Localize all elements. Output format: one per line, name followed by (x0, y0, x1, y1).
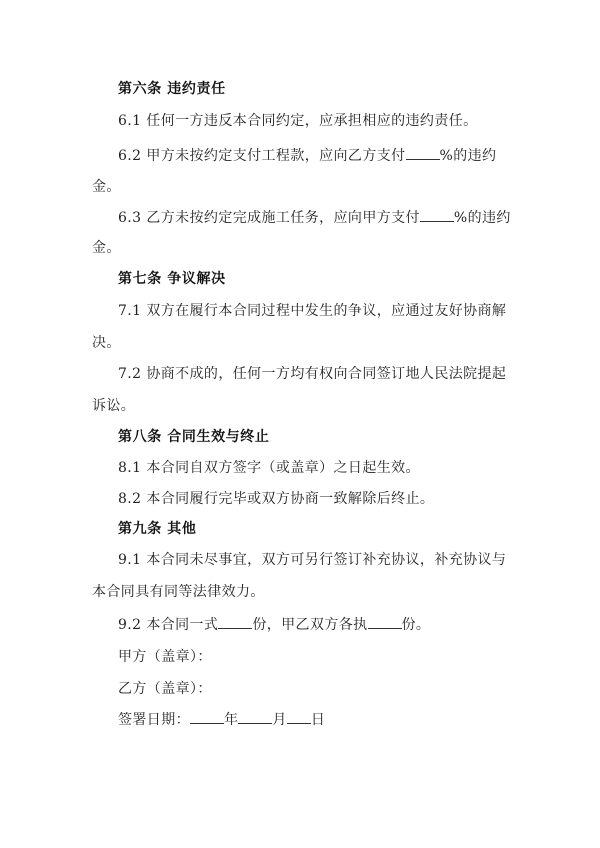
day-label: 日 (310, 712, 326, 728)
clause-6-3-continuation: 金。 (92, 240, 121, 256)
copies-each-blank (368, 615, 402, 629)
clause-8-2: 8.2 本合同履行完毕或双方协商一致解除后终止。 (118, 491, 435, 507)
clause-7-1: 7.1 双方在履行本合同过程中发生的争议，应通过友好协商解 (118, 303, 507, 319)
clause-9-1: 9.1 本合同未尽事宜，双方可另行签订补充协议，补充协议与 (118, 552, 507, 568)
clause-9-2-text: 9.2 本合同一式 (118, 617, 219, 633)
clause-6-3-suffix: %的违约 (453, 210, 511, 226)
clause-6-2 (118, 146, 496, 165)
signing-date-label: 签署日期： (118, 712, 190, 728)
penalty-percent-blank (420, 208, 454, 222)
month-label: 月 (272, 712, 287, 728)
day-blank (287, 710, 311, 724)
year-blank (190, 710, 224, 724)
clause-6-2-suffix: %的违约 (439, 148, 497, 164)
clause-6-2-text: 6.2 甲方未按约定支付工程款，应向乙方支付 (118, 148, 406, 164)
clause-6-2-continuation: 金。 (92, 179, 121, 195)
month-blank (238, 710, 272, 724)
clause-8-1: 8.1 本合同自双方签字（或盖章）之日起生效。 (118, 460, 420, 476)
article-7-heading: 第七条 争议解决 (118, 271, 226, 287)
clause-7-1-continuation: 决。 (92, 335, 121, 351)
article-9-heading: 第九条 其他 (118, 521, 197, 537)
signing-date (118, 710, 325, 729)
article-8-heading: 第八条 合同生效与终止 (118, 429, 270, 445)
year-label: 年 (224, 712, 239, 728)
copies-total-blank (218, 615, 252, 629)
clause-9-2 (118, 615, 430, 634)
clause-6-3-text: 6.3 乙方未按约定完成施工任务，应向甲方支付 (118, 210, 420, 226)
clause-9-1-continuation: 本合同具有同等法律效力。 (92, 584, 265, 600)
clause-6-3 (118, 208, 511, 227)
clause-9-2-middle: 份，甲乙双方各执 (252, 617, 368, 633)
clause-7-2: 7.2 协商不成的，任何一方均有权向合同签订地人民法院提起 (118, 366, 507, 382)
party-a-seal-label: 甲方（盖章）： (118, 649, 212, 665)
party-b-seal-label: 乙方（盖章）： (118, 681, 212, 697)
clause-9-2-end: 份。 (401, 617, 431, 633)
penalty-percent-blank (406, 146, 440, 160)
clause-7-2-continuation: 诉讼。 (92, 398, 136, 414)
clause-6-1: 6.1 任何一方违反本合同约定，应承担相应的违约责任。 (118, 113, 478, 129)
article-6-heading: 第六条 违约责任 (118, 81, 226, 97)
